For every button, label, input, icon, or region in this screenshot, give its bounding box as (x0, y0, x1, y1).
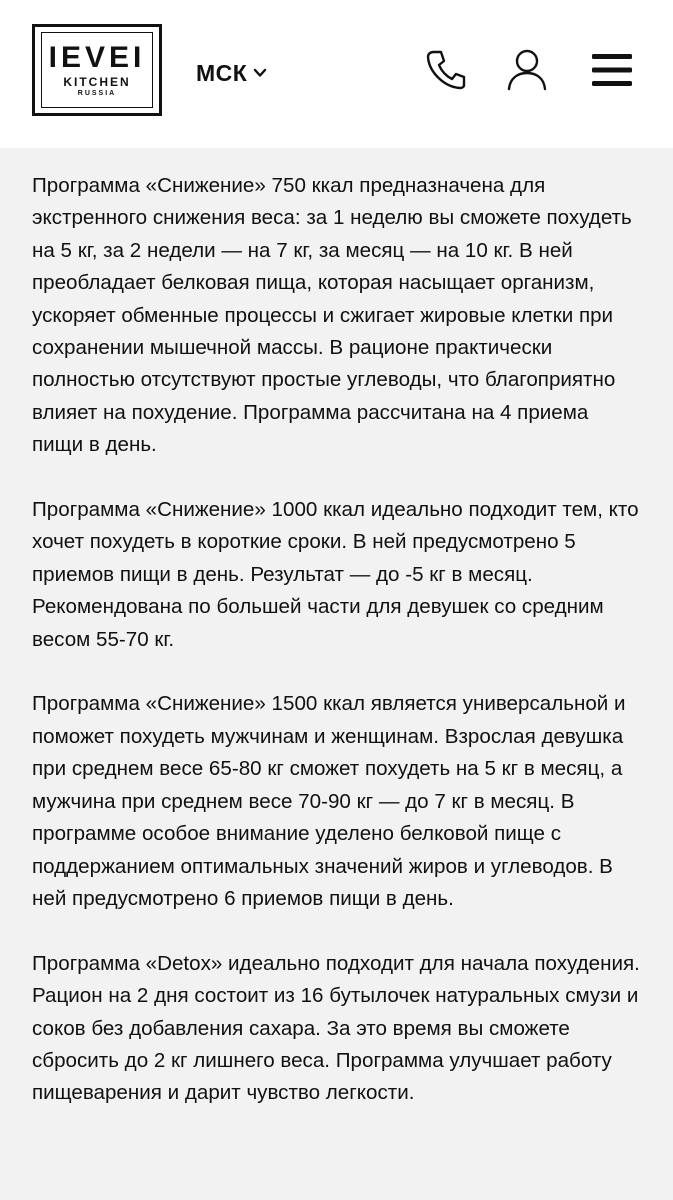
city-selector[interactable] (196, 58, 267, 88)
phone-icon[interactable] (424, 47, 468, 91)
program-paragraph-detox: Программа «Detox» идеально подходит для начала похудения. Рацион на 2 дня состоит из 16 бутылочек натуральных смузи и соков без добавления сахара. За это время вы сможете сбросить до 2 кг лишнего веса. Программа улучшает работу пищеварения и дарит чувство легкости. (32, 951, 640, 1105)
chevron-down-icon (253, 66, 267, 80)
menu-icon[interactable] (590, 52, 634, 88)
logo-main-text: IEVEI (48, 40, 146, 74)
site-header (0, 0, 673, 148)
program-descriptions (32, 170, 644, 1142)
brand-logo-frame (41, 32, 153, 108)
logo-sub-text: KITCHEN (63, 74, 131, 89)
program-paragraph-750: Программа «Снижение» 750 ккал предназначена для экстренного снижения веса: за 1 неделю вы сможете похудеть на 5 кг, за 2 недели — на 7 кг, за месяц — на 10 кг. В ней преобладает белковая пища, которая насыщает организм, ускоряет обменные процессы и сжигает жировые клетки при сохранении мышечной массы. В рационе практически полностью отсутствуют простые углеводы, что благоприятно влияет на похудение. Программа рассчитана на 4 приема пищи в день. (32, 174, 632, 457)
user-icon[interactable] (506, 47, 548, 91)
city-label: МСК (196, 59, 248, 86)
program-paragraph-1500: Программа «Снижение» 1500 ккал является универсальной и поможет похудеть мужчинам и женщинам. Взрослая девушка при среднем весе 65-80 кг сможет похудеть на 5 кг в месяц, а мужчина при среднем весе 70-90 кг — до 7 кг в месяц. В программе особое внимание уделено белковой пище с поддержанием оптимальных значений жиров и углеводов. В ней предусмотрено 6 приемов пищи в день. (32, 692, 626, 910)
brand-logo[interactable] (32, 24, 162, 116)
logo-tag-text: RUSSIA (77, 89, 117, 97)
program-paragraph-1000: Программа «Снижение» 1000 ккал идеально подходит тем, кто хочет похудеть в короткие сроки. В ней предусмотрено 5 приемов пищи в день. Результат — до -5 кг в месяц. Рекомендована по большей части для девушек со средним весом 55-70 кг. (32, 498, 639, 651)
